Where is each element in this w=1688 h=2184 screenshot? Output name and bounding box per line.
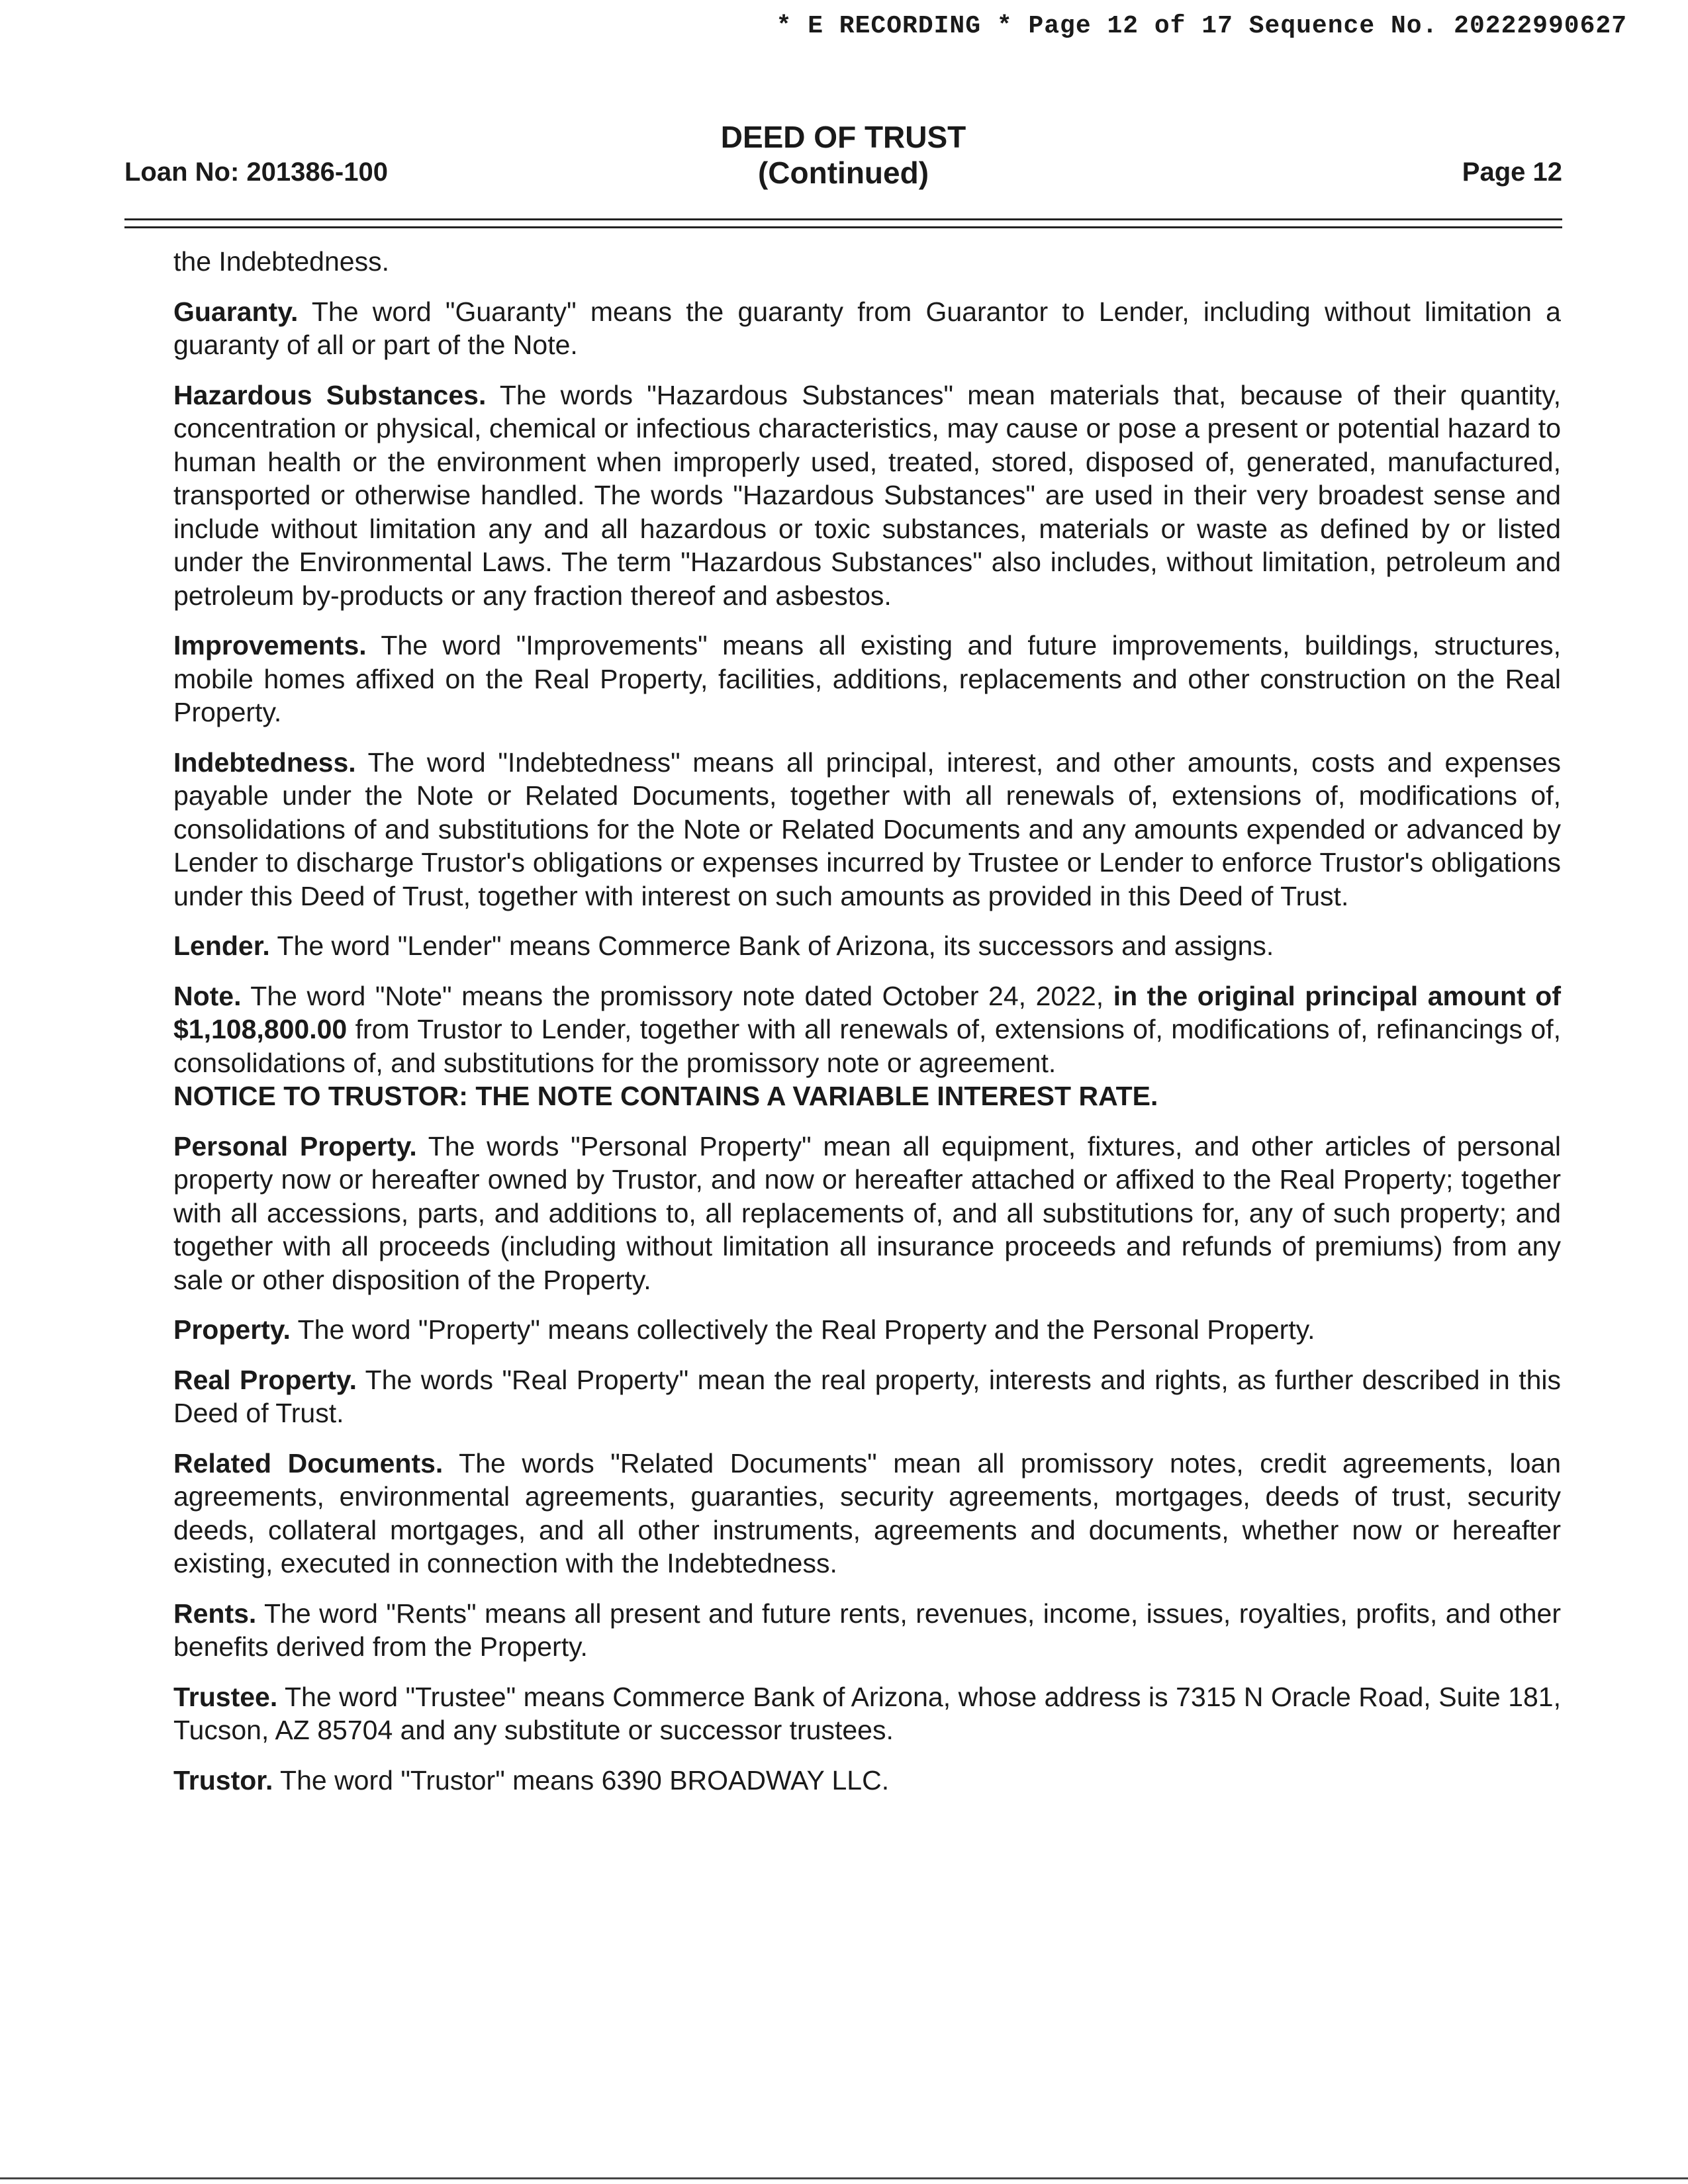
loan-number: Loan No: 201386-100 bbox=[124, 158, 388, 187]
definition-improvements bbox=[173, 629, 1561, 729]
definition-term: Hazardous Substances. bbox=[173, 379, 487, 410]
definition-term: Personal Property. bbox=[173, 1130, 417, 1161]
definition-lender bbox=[173, 929, 1561, 963]
definition-property bbox=[173, 1313, 1561, 1347]
definition-text: The word "Note" means the promissory note dated October 24, 2022, bbox=[250, 980, 1104, 1011]
definition-term: Trustor. bbox=[173, 1764, 273, 1796]
page-bottom-edge bbox=[0, 2177, 1688, 2179]
definition-trustee bbox=[173, 1680, 1561, 1747]
definition-term: Note. bbox=[173, 980, 242, 1011]
definition-text-continued: from Trustor to Lender, together with all renewals of, extensions of, modifications of, refinancings of, consolidations of, and substitutions for the promissory note or agreement. bbox=[173, 1014, 1561, 1078]
definition-term: Related Documents. bbox=[173, 1447, 444, 1479]
definition-real-property bbox=[173, 1363, 1561, 1430]
definition-indebtedness bbox=[173, 746, 1561, 913]
definition-trustor bbox=[173, 1764, 1561, 1797]
document-title: DEED OF TRUST bbox=[720, 120, 966, 154]
definition-term: Indebtedness. bbox=[173, 747, 356, 778]
definition-related-documents bbox=[173, 1447, 1561, 1580]
principal-amount: in the original principal amount of $1,108,800.00 bbox=[173, 980, 1561, 1044]
definition-rents bbox=[173, 1597, 1561, 1664]
variable-rate-notice: NOTICE TO TRUSTOR: THE NOTE CONTAINS A VARIABLE INTEREST RATE. bbox=[173, 1081, 1158, 1111]
definitions-body bbox=[173, 245, 1561, 1813]
header-divider-top bbox=[124, 218, 1562, 220]
definition-term: Guaranty. bbox=[173, 296, 299, 327]
definition-text: The words "Real Property" mean the real property, interests and rights, as further described in this Deed of Trust. bbox=[173, 1364, 1562, 1428]
definition-text: The words "Related Documents" mean all promissory notes, credit agreements, loan agreements, environmental agreements, guaranties, security agreements, mortgages, deeds of trust, security deeds, collateral mortgages, and all other instruments, agreements and documents, whether now or hereafter existing, executed in connection with the Indebtedness. bbox=[173, 1447, 1561, 1578]
definition-text: The words "Hazardous Substances" mean materials that, because of their quantity, concentration or physical, chemical or infectious characteristics, may cause or pose a present or potential hazard to human health or the environment when improperly used, treated, stored, disposed of, generated, manufactured, transported or otherwise handled. The words "Hazardous Substances" are used in their very broadest sense and include without limitation any and all hazardous or toxic substances, materials or waste as defined by or listed under the Environmental Laws. The term "Hazardous Substances" also includes, without limitation, petroleum and petroleum by-products or any fraction thereof and asbestos. bbox=[173, 379, 1562, 611]
definition-term: Trustee. bbox=[173, 1681, 278, 1712]
definition-term: Lender. bbox=[173, 931, 270, 961]
definition-text: The word "Trustee" means Commerce Bank of Arizona, whose address is 7315 N Oracle Road, Suite 181, Tucson, AZ 85704 and any substitute or successor trustees. bbox=[173, 1681, 1561, 1745]
definition-term: Rents. bbox=[173, 1598, 257, 1629]
definition-personal-property bbox=[173, 1130, 1561, 1297]
definition-text: The words "Personal Property" mean all equipment, fixtures, and other articles of personal property now or hereafter owned by Trustor, and now or hereafter attached or affixed to the Real Property; together with all accessions, parts, and additions to, all replacements of, and all substitutions for, any of such property; and together with all proceeds (including without limitation all insurance proceeds and refunds of premiums) from any sale or other disposition of the Property. bbox=[173, 1130, 1561, 1295]
page-header bbox=[124, 119, 1562, 192]
definition-guaranty bbox=[173, 295, 1561, 362]
definition-text: The word "Trustor" means 6390 BROADWAY LLC. bbox=[280, 1764, 890, 1796]
definition-term: Property. bbox=[173, 1314, 291, 1345]
definition-text: The word "Rents" means all present and future rents, revenues, income, issues, royalties, profits, and other benefits derived from the Property. bbox=[173, 1598, 1561, 1662]
definition-text: The word "Property" means collectively the Real Property and the Personal Property. bbox=[297, 1314, 1315, 1345]
page-number: Page 12 bbox=[1462, 158, 1562, 187]
definition-text: The word "Improvements" means all existing and future improvements, buildings, structures, mobile homes affixed on the Real Property, facilities, additions, replacements and other construction on the Real Property. bbox=[173, 630, 1561, 727]
definition-term: Real Property. bbox=[173, 1364, 357, 1395]
document-subtitle: (Continued) bbox=[757, 156, 929, 190]
definition-text: The word "Indebtedness" means all principal, interest, and other amounts, costs and expenses payable under the Note or Related Documents, together with all renewals of, extensions of, modifications of, consolidations of and substitutions for the Note or Related Documents and any amounts expended or advanced by Lender to discharge Trustor's obligations or expenses incurred by Trustee or Lender to enforce Trustor's obligations under this Deed of Trust, together with interest on such amounts as provided in this Deed of Trust. bbox=[173, 747, 1561, 911]
definition-hazardous-substances bbox=[173, 379, 1561, 613]
continuation-text: the Indebtedness. bbox=[173, 246, 389, 277]
definition-term: Improvements. bbox=[173, 630, 367, 660]
document-title-block bbox=[124, 119, 1562, 191]
definition-note bbox=[173, 979, 1561, 1113]
recording-stamp: * E RECORDING * Page 12 of 17 Sequence No. 20222990627 bbox=[776, 12, 1627, 40]
header-divider-bottom bbox=[124, 226, 1562, 228]
definition-text: The word "Guaranty" means the guaranty from Guarantor to Lender, including without limitation a guaranty of all or part of the Note. bbox=[173, 296, 1561, 360]
definition-text: The word "Lender" means Commerce Bank of Arizona, its successors and assigns. bbox=[277, 931, 1274, 961]
